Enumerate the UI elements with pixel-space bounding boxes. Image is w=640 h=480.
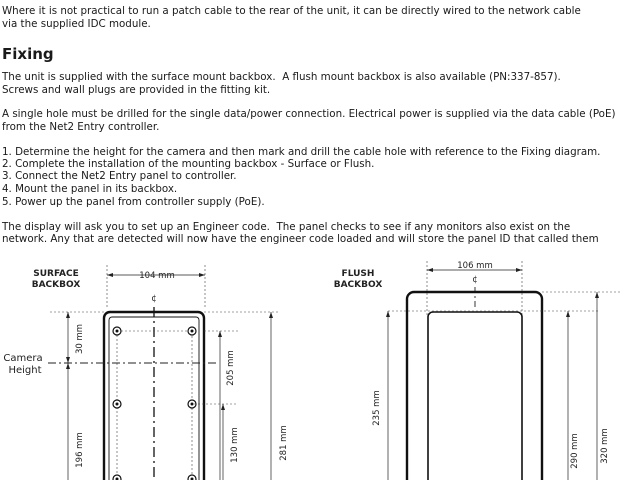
flush-centerline-symbol: ¢ <box>472 275 478 285</box>
flush-width-label: 106 mm <box>457 261 493 271</box>
flush-backbox-diagram <box>334 261 620 480</box>
section-heading-fixing: Fixing <box>2 45 54 63</box>
fixing-step: 4. Mount the panel in its backbox. <box>2 183 178 195</box>
surface-centerline-symbol: ¢ <box>151 294 157 304</box>
surface-dim-196: 196 mm <box>75 432 85 468</box>
screw-hole <box>113 400 121 408</box>
screw-hole <box>188 475 196 480</box>
fixing-step: 1. Determine the height for the camera and then mark and drill the cable hole with reference to the Fixing diagram. <box>2 146 601 158</box>
flush-title-line1: FLUSH <box>341 269 375 279</box>
fixing-step: 5. Power up the panel from controller supply (PoE). <box>2 196 265 208</box>
surface-title-line1: SURFACE <box>33 269 79 279</box>
fixing-para2-line1: A single hole must be drilled for the single data/power connection. Electrical power is supplied via the data cable (PoE) <box>2 108 616 120</box>
fixing-para3-line2: network. Any that are detected will now have the engineer code loaded and will store the panel ID that called them <box>2 233 599 245</box>
flush-backbox-inner <box>428 312 522 480</box>
flush-dim-235: 235 mm <box>372 390 382 426</box>
intro-line-2: via the supplied IDC module. <box>2 18 151 30</box>
surface-dim-130: 130 mm <box>230 427 240 463</box>
camera-height-label-line2: Height <box>8 365 42 376</box>
surface-dim-205: 205 mm <box>226 350 236 386</box>
screw-hole <box>113 475 121 480</box>
fixing-diagram <box>0 255 640 480</box>
fixing-step: 3. Connect the Net2 Entry panel to controller. <box>2 170 237 182</box>
surface-backbox-diagram <box>3 265 289 480</box>
fixing-para3-line1: The display will ask you to set up an Engineer code. The panel checks to see if any monitors also exist on the <box>2 221 571 233</box>
surface-dim-30: 30 mm <box>75 323 85 355</box>
fixing-para1-line2: Screws and wall plugs are provided in the fitting kit. <box>2 84 271 96</box>
fixing-step: 2. Complete the installation of the mounting backbox - Surface or Flush. <box>2 158 375 170</box>
flush-title-line2: BACKBOX <box>333 280 383 290</box>
screw-hole <box>113 327 121 335</box>
flush-dim-290: 290 mm <box>570 433 580 469</box>
fixing-para2-line2: from the Net2 Entry controller. <box>2 121 160 133</box>
surface-width-label: 104 mm <box>139 271 175 281</box>
flush-dim-320: 320 mm <box>600 428 610 464</box>
camera-height-label-line1: Camera <box>3 353 43 364</box>
fixing-para1-line1: The unit is supplied with the surface mount backbox. A flush mount backbox is also available (PN:337-857). <box>2 71 561 83</box>
surface-title-line2: BACKBOX <box>31 280 81 290</box>
surface-dim-281: 281 mm <box>279 425 289 461</box>
screw-hole <box>188 327 196 335</box>
intro-line-1: Where it is not practical to run a patch cable to the rear of the unit, it can be directly wired to the network cable <box>2 5 581 17</box>
